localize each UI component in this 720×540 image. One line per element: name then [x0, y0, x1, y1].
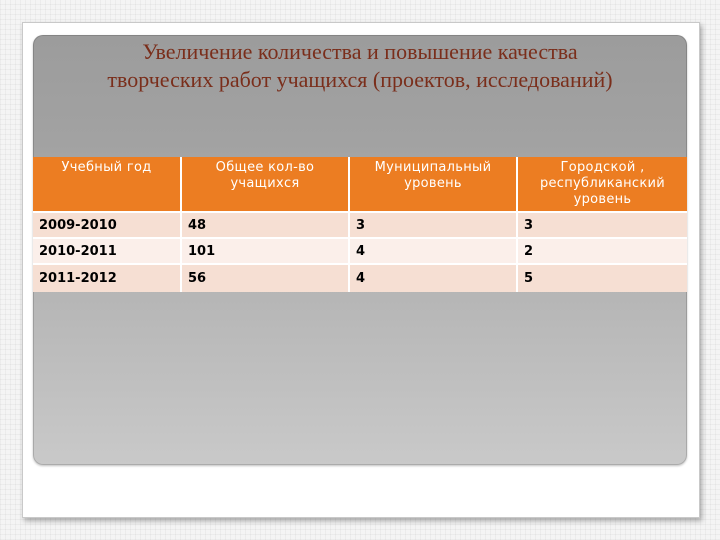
cell-total-students: 56 [181, 264, 349, 292]
table-header-row [33, 157, 687, 212]
column-header-year: Учебный год [33, 157, 181, 212]
column-header-city-republic-level: Городской , республиканский уровень [517, 157, 687, 212]
cell-year: 2009-2010 [33, 212, 181, 238]
slide-title-line-1: Увеличение количества и повышение качества [142, 39, 578, 64]
column-header-total-students: Общее кол-во учащихся [181, 157, 349, 212]
slide-title-line-2: творческих работ учащихся (проектов, исследований) [107, 67, 613, 92]
slide-title [33, 38, 687, 94]
column-header-municipal-level: Муниципальный уровень [349, 157, 517, 212]
slide-panel [33, 35, 687, 465]
cell-municipal-level: 4 [349, 264, 517, 292]
slide-frame [22, 22, 700, 518]
cell-city-republic-level: 5 [517, 264, 687, 292]
cell-municipal-level: 3 [349, 212, 517, 238]
cell-total-students: 48 [181, 212, 349, 238]
table-row [33, 238, 687, 264]
cell-year: 2011-2012 [33, 264, 181, 292]
cell-municipal-level: 4 [349, 238, 517, 264]
cell-city-republic-level: 2 [517, 238, 687, 264]
cell-year: 2010-2011 [33, 238, 181, 264]
table-row [33, 212, 687, 238]
cell-total-students: 101 [181, 238, 349, 264]
table-row [33, 264, 687, 292]
data-table [33, 157, 687, 292]
cell-city-republic-level: 3 [517, 212, 687, 238]
